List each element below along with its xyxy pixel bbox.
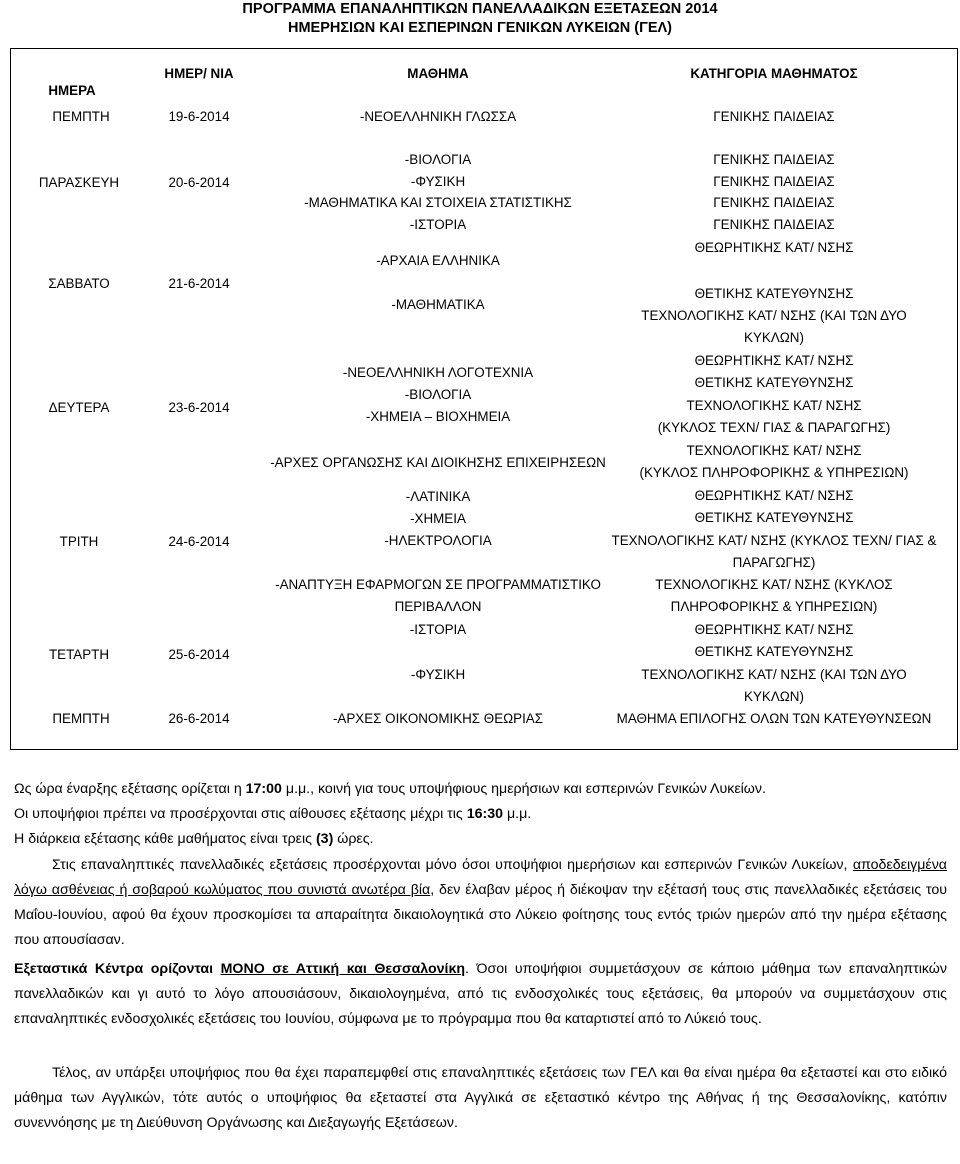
title-line-2: ΗΜΕΡΗΣΙΩΝ ΚΑΙ ΕΣΠΕΡΙΝΩΝ ΓΕΝΙΚΩΝ ΛΥΚΕΙΩΝ (ΓΕΛ) <box>287 20 673 36</box>
category-cell: ΤΕΧΝΟΛΟΓΙΚΗΣ ΚΑΤ/ ΝΣΗΣ (ΚΑΙ ΤΩΝ ΔΥΟ <box>641 308 907 323</box>
category-cell: ΠΑΡΑΓΩΓΗΣ) <box>732 555 816 570</box>
header-day: ΗΜΕΡΑ <box>48 83 96 98</box>
note-text: Ως ώρα έναρξης εξέτασης ορίζεται η <box>14 781 246 797</box>
document-title <box>0 0 960 38</box>
subject-cell: -ΜΑΘΗΜΑΤΙΚΑ ΚΑΙ ΣΤΟΙΧΕΙΑ ΣΤΑΤΙΣΤΙΚΗΣ <box>304 195 572 210</box>
subject-cell: -ΧΗΜΕΙΑ – ΒΙΟΧΗΜΕΙΑ <box>365 409 511 424</box>
category-cell: ΤΕΧΝΟΛΟΓΙΚΗΣ ΚΑΤ/ ΝΣΗΣ (ΚΑΙ ΤΩΝ ΔΥΟ <box>641 667 907 682</box>
arrival-time: 16:30 <box>466 806 504 822</box>
category-cell: ΘΕΩΡΗΤΙΚΗΣ ΚΑΤ/ ΝΣΗΣ <box>694 353 854 368</box>
category-cell: ΘΕΤΙΚΗΣ ΚΑΤΕΥΘΥΝΣΗΣ <box>694 510 854 525</box>
category-cell: (ΚΥΚΛΟΣ ΤΕΧΝ/ ΓΙΑΣ & ΠΑΡΑΓΩΓΗΣ) <box>657 420 891 435</box>
category-cell: ΓΕΝΙΚΗΣ ΠΑΙΔΕΙΑΣ <box>713 195 835 210</box>
header-subject: ΜΑΘΗΜΑ <box>407 66 469 81</box>
category-cell: ΘΕΩΡΗΤΙΚΗΣ ΚΑΤ/ ΝΣΗΣ <box>694 240 854 255</box>
paragraph-eligibility <box>14 853 947 953</box>
note-start-time <box>14 777 947 802</box>
paragraph-text: . Όσοι υποψήφιοι συμμετάσχουν σε κάποιο μάθημα των επαναληπτικών πανελλαδικών και γι αυτό το λόγο απουσιάσουν, δικαιολογημένα, από τις ενδοσχολικές τους εξετάσεις, θα μπορούν να συμμετάσχουν στις επαναληπτικές ενδοσχολικές εξετάσεις του Ιουνίου, σύμφωνα με το πρόγραμμα που θα καταρτιστεί από το Λύκειό τους. <box>14 961 947 1027</box>
subject-cell: -ΑΡΧΕΣ ΟΡΓΑΝΩΣΗΣ ΚΑΙ ΔΙΟΙΚΗΣΗΣ ΕΠΙΧΕΙΡΗΣΕΩΝ <box>270 455 606 470</box>
subject-cell: -ΜΑΘΗΜΑΤΙΚΑ <box>391 297 485 312</box>
subject-cell: -ΙΣΤΟΡΙΑ <box>409 217 467 232</box>
date-cell: 19-6-2014 <box>168 109 230 124</box>
note-text: ώρες. <box>333 831 374 847</box>
subject-cell: -ΒΙΟΛΟΓΙΑ <box>404 152 472 167</box>
note-text: Η διάρκεια εξέτασης κάθε μαθήματος είναι τρεις <box>14 831 316 847</box>
title-line-1: ΠΡΟΓΡΑΜΜΑ ΕΠΑΝΑΛΗΠΤΙΚΩΝ ΠΑΝΕΛΛΑΔΙΚΩΝ ΕΞΕΤΑΣΕΩΝ 2014 <box>242 1 718 17</box>
date-cell: 21-6-2014 <box>168 276 230 291</box>
day-cell: ΣΑΒΒΑΤΟ <box>48 276 110 291</box>
date-cell: 23-6-2014 <box>168 400 230 415</box>
header-category: ΚΑΤΗΓΟΡΙΑ ΜΑΘΗΜΑΤΟΣ <box>690 66 858 81</box>
category-cell: ΓΕΝΙΚΗΣ ΠΑΙΔΕΙΑΣ <box>713 174 835 189</box>
subject-cell: -ΙΣΤΟΡΙΑ <box>409 622 467 637</box>
category-cell: ΠΛΗΡΟΦΟΡΙΚΗΣ & ΥΠΗΡΕΣΙΩΝ) <box>670 599 878 614</box>
category-cell: ΓΕΝΙΚΗΣ ΠΑΙΔΕΙΑΣ <box>713 109 835 124</box>
category-cell: ΜΑΘΗΜΑ ΕΠΙΛΟΓΗΣ ΟΛΩΝ ΤΩΝ ΚΑΤΕΥΘΥΝΣΕΩΝ <box>616 711 932 726</box>
duration-hours: (3) <box>315 831 334 847</box>
category-cell: ΘΕΤΙΚΗΣ ΚΑΤΕΥΘΥΝΣΗΣ <box>694 286 854 301</box>
subject-cell: -ΝΕΟΕΛΛΗΝΙΚΗ ΛΟΓΟΤΕΧΝΙΑ <box>342 365 534 380</box>
date-cell: 25-6-2014 <box>168 647 230 662</box>
category-cell: ΘΕΤΙΚΗΣ ΚΑΤΕΥΘΥΝΣΗΣ <box>694 644 854 659</box>
start-time: 17:00 <box>245 781 282 797</box>
header-date: ΗΜΕΡ/ ΝΙΑ <box>164 66 234 81</box>
paragraph-text: Στις επαναληπτικές πανελλαδικές εξετάσεις προσέρχονται μόνο όσοι υποψήφιοι ημερήσιων και εσπερινών Γενικών Λυκείων, <box>52 857 853 873</box>
subject-cell: -ΑΡΧΕΣ ΟΙΚΟΝΟΜΙΚΗΣ ΘΕΩΡΙΑΣ <box>332 711 544 726</box>
subject-cell: ΠΕΡΙΒΑΛΛΟΝ <box>394 599 482 614</box>
subject-cell: -ΦΥΣΙΚΗ <box>410 174 466 189</box>
category-cell: ΘΕΤΙΚΗΣ ΚΑΤΕΥΘΥΝΣΗΣ <box>694 375 854 390</box>
category-cell: ΤΕΧΝΟΛΟΓΙΚΗΣ ΚΑΤ/ ΝΣΗΣ (ΚΥΚΛΟΣ ΤΕΧΝ/ ΓΙΑΣ & <box>611 533 937 548</box>
paragraph-english-exam <box>14 1061 947 1136</box>
subject-cell: -ΑΡΧΑΙΑ ΕΛΛΗΝΙΚΑ <box>376 253 500 268</box>
subject-cell: -ΦΥΣΙΚΗ <box>410 667 466 682</box>
category-cell: ΚΥΚΛΩΝ) <box>744 330 804 345</box>
note-text: Οι υποψήφιοι πρέπει να προσέρχονται στις αίθουσες εξέτασης μέχρι τις <box>14 806 467 822</box>
note-arrival-time <box>14 802 947 827</box>
category-cell: ΤΕΧΝΟΛΟΓΙΚΗΣ ΚΑΤ/ ΝΣΗΣ <box>686 443 862 458</box>
day-cell: ΤΕΤΑΡΤΗ <box>48 647 110 662</box>
paragraph-text: , δεν έλαβαν μέρος ή διέκοψαν την εξέτασή τους στις πανελλαδικές εξετάσεις του Μαΐου-Ιουνίου, αφού θα έχουν προσκομίσει τα απαραίτητα δικαιολογητικά στο Λύκειο φοίτησης τους εντός τριών ημερών από την ημέρα εξέτασης που απουσίασαν. <box>14 882 947 948</box>
day-cell: ΠΕΜΠΤΗ <box>52 711 110 726</box>
category-cell: ΤΕΧΝΟΛΟΓΙΚΗΣ ΚΑΤ/ ΝΣΗΣ (ΚΥΚΛΟΣ <box>655 577 893 592</box>
category-cell: ΓΕΝΙΚΗΣ ΠΑΙΔΕΙΑΣ <box>713 217 835 232</box>
category-cell: (ΚΥΚΛΟΣ ΠΛΗΡΟΦΟΡΙΚΗΣ & ΥΠΗΡΕΣΙΩΝ) <box>639 465 909 480</box>
note-duration <box>14 827 947 852</box>
date-cell: 24-6-2014 <box>168 534 230 549</box>
category-cell: ΘΕΩΡΗΤΙΚΗΣ ΚΑΤ/ ΝΣΗΣ <box>694 488 854 503</box>
bold-text: Εξεταστικά Κέντρα ορίζονται <box>14 961 221 977</box>
date-cell: 26-6-2014 <box>168 711 230 726</box>
subject-cell: -ΝΕΟΕΛΛΗΝΙΚΗ ΓΛΩΣΣΑ <box>359 109 517 124</box>
subject-cell: -ΧΗΜΕΙΑ <box>410 511 466 526</box>
category-cell: ΓΕΝΙΚΗΣ ΠΑΙΔΕΙΑΣ <box>713 152 835 167</box>
day-cell: ΔΕΥΤΕΡΑ <box>48 400 110 415</box>
subject-cell: -ΒΙΟΛΟΓΙΑ <box>404 387 472 402</box>
note-text: μ.μ., κοινή για τους υποψήφιους ημερήσιων και εσπερινών Γενικών Λυκείων. <box>281 781 766 797</box>
category-cell: ΤΕΧΝΟΛΟΓΙΚΗΣ ΚΑΤ/ ΝΣΗΣ <box>686 398 862 413</box>
underlined-bold-text: ΜΟΝΟ σε Αττική και Θεσσαλονίκη <box>220 961 466 977</box>
subject-cell: -ΗΛΕΚΤΡΟΛΟΓΙΑ <box>384 533 492 548</box>
day-cell: ΤΡΙΤΗ <box>59 534 99 549</box>
subject-cell: -ΑΝΑΠΤΥΞΗ ΕΦΑΡΜΟΓΩΝ ΣΕ ΠΡΟΓΡΑΜΜΑΤΙΣΤΙΚΟ <box>275 577 601 592</box>
paragraph-exam-centers <box>14 957 947 1032</box>
underlined-text: αποδεδειγμένα λόγω ασθένειας ή σοβαρού κωλύματος που συνιστά ανωτέρα βία <box>14 857 947 898</box>
category-cell: ΚΥΚΛΩΝ) <box>744 689 804 704</box>
day-cell: ΠΑΡΑΣΚΕΥΗ <box>38 175 120 190</box>
paragraph-text: Τέλος, αν υπάρξει υποψήφιος που θα έχει παραπεμφθεί στις επαναληπτικές εξετάσεις των ΓΕΛ και θα είναι ημέρα θα εξεταστεί και στο ειδικό μάθημα των Αγγλικών, τότε αυτός ο υποψήφιος θα εξεταστεί στα Αγγλικά σε εξεταστικό κέντρο της Αθήνας ή της Θεσσαλονίκης, κατόπιν συνεννόησης με τη Διεύθυνση Οργάνωσης και Διεξαγωγής Εξετάσεων. <box>14 1065 947 1131</box>
category-cell: ΘΕΩΡΗΤΙΚΗΣ ΚΑΤ/ ΝΣΗΣ <box>694 622 854 637</box>
subject-cell: -ΛΑΤΙΝΙΚΑ <box>405 489 471 504</box>
day-cell: ΠΕΜΠΤΗ <box>52 109 110 124</box>
note-text: μ.μ. <box>503 806 532 822</box>
date-cell: 20-6-2014 <box>168 175 230 190</box>
